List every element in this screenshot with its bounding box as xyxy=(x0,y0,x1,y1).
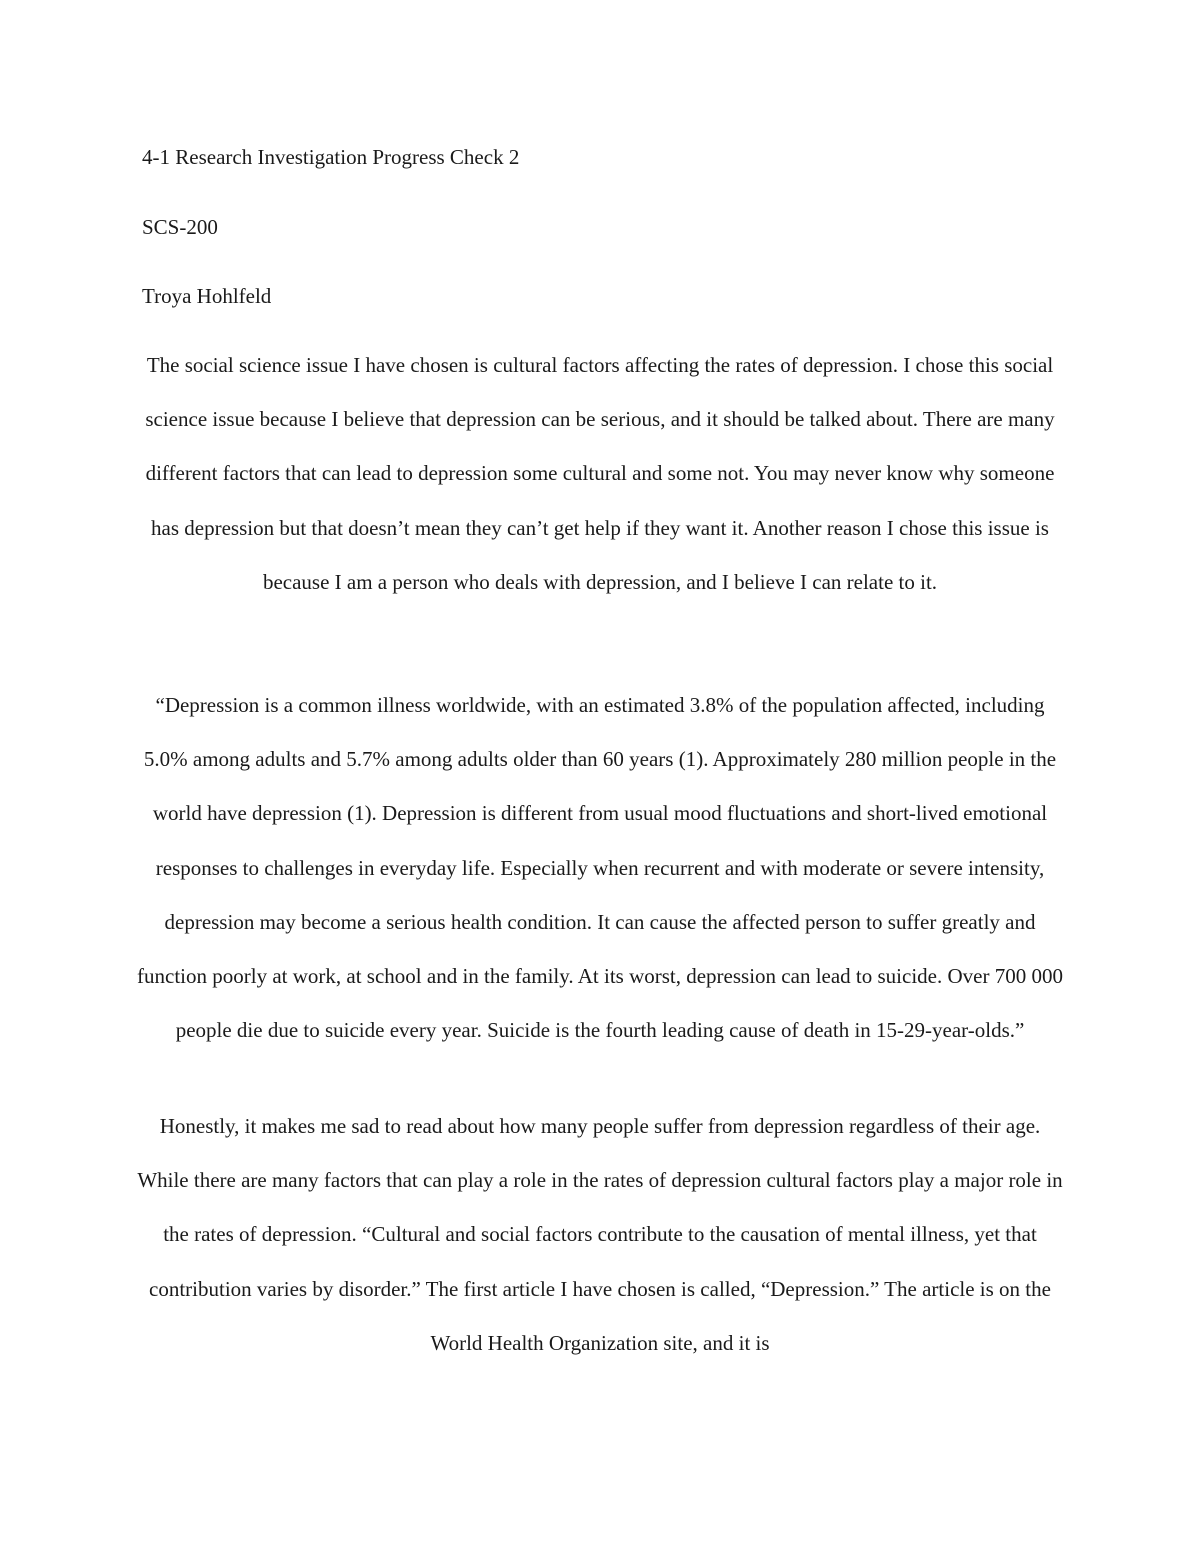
course-code: SCS-200 xyxy=(142,215,218,239)
author-name: Troya Hohlfeld xyxy=(142,284,272,308)
paragraph-3: Honestly, it makes me sad to read about how many people suffer from depression regardless of their age. While there are many factors that can play a role in the rates of depression cultural factors play a major role in the rates of depression. “Cultural and social factors contribute to the causation of mental illness, yet that contribution varies by disorder.” The first article I have chosen is called, “Depression.” The article is on the World Health Organization site, and it is xyxy=(137,1114,1063,1355)
paragraph-2-quote: “Depression is a common illness worldwide, with an estimated 3.8% of the population affected, including 5.0% among adults and 5.7% among adults older than 60 years (1). Approximately 280 million people in the world have depression (1). Depression is different from usual mood fluctuations and short-lived emotional responses to challenges in everyday life. Especially when recurrent and with moderate or severe intensity, depression may become a serious health condition. It can cause the affected person to suffer greatly and function poorly at work, at school and in the family. At its worst, depression can lead to suicide. Over 700 000 people die due to suicide every year. Suicide is the fourth leading cause of death in 15-29-year-olds.” xyxy=(137,693,1063,1043)
paragraph-1: The social science issue I have chosen is cultural factors affecting the rates of depression. I chose this social science issue because I believe that depression can be serious, and it should be talked about. There are many different factors that can lead to depression some cultural and some not. You may never know why someone has depression but that doesn’t mean they can’t get help if they want it. Another reason I chose this issue is because I am a person who deals with depression, and I believe I can relate to it. xyxy=(145,353,1055,594)
document-title: 4-1 Research Investigation Progress Check 2 xyxy=(142,145,520,169)
